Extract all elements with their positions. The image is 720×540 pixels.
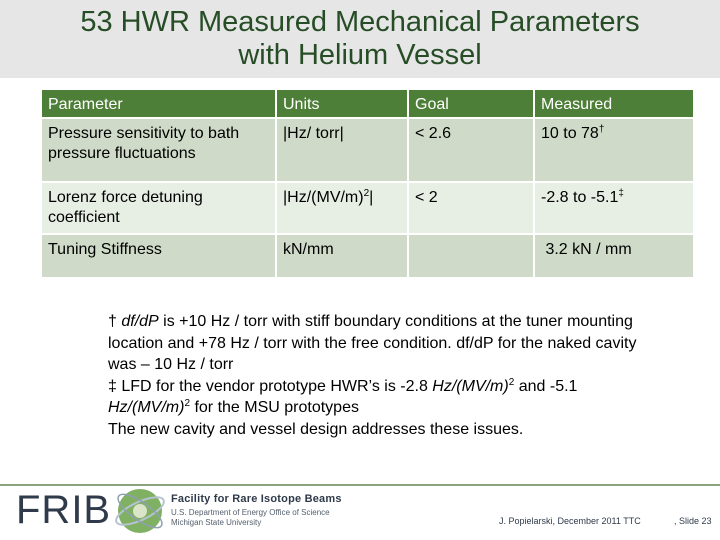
facility-name: Facility for Rare Isotope Beams [171, 493, 342, 505]
measured-value: 10 to 78 [541, 125, 599, 142]
header-goal: Goal [408, 90, 534, 118]
measured-value: -2.8 to -5.1 [541, 189, 619, 206]
footnote-text: and -5.1 [514, 377, 578, 395]
footnote-unit: Hz/(MV/m) [432, 377, 509, 395]
frib-logo: FRIB [16, 488, 112, 532]
footnote-double-dagger [108, 376, 638, 419]
cell-units: |Hz/ torr| [276, 118, 408, 182]
affiliation-msu: Michigan State University [171, 518, 262, 527]
cell-units [276, 182, 408, 234]
units-prefix: |Hz/(MV/m) [283, 189, 364, 206]
frib-emblem-icon [112, 486, 168, 536]
slide-title [0, 6, 720, 72]
footnote-superscript: 2 [184, 398, 190, 409]
footnote-superscript: 2 [508, 376, 515, 388]
footnotes [108, 311, 638, 440]
table-row [42, 182, 694, 234]
dagger-mark: † [598, 124, 605, 135]
table-row [42, 234, 694, 278]
cell-goal [408, 234, 534, 278]
title-line-2: with Helium Vessel [238, 39, 482, 71]
dagger-symbol: † [108, 313, 122, 330]
cell-parameter: Tuning Stiffness [42, 234, 276, 278]
slide-number: , Slide 23 [674, 516, 712, 526]
title-line-1: 53 HWR Measured Mechanical Parameters [80, 6, 640, 38]
units-superscript: 2 [363, 188, 370, 199]
footnote-dagger [108, 311, 638, 376]
parameters-table [42, 90, 695, 279]
conclusion-note: The new cavity and vessel design addresses these issues. [108, 420, 524, 438]
header-parameter: Parameter [42, 90, 276, 118]
header-units: Units [276, 90, 408, 118]
footnote-text: is +10 Hz / torr with stiff boundary conditions at the tuner mounting location and +78 Hz / torr with the free condition. df/dP for the naked cavity was – 10 Hz / torr [108, 313, 637, 373]
footnote-unit: Hz/(MV/m) [108, 399, 185, 416]
cell-measured: 3.2 kN / mm [534, 234, 694, 278]
cell-parameter: Pressure sensitivity to bath pressure fluctuations [42, 118, 276, 182]
table-row [42, 118, 694, 182]
footnote-italic-term: df/dP [121, 313, 159, 330]
cell-units: kN/mm [276, 234, 408, 278]
cell-goal: < 2.6 [408, 118, 534, 182]
cell-goal: < 2 [408, 182, 534, 234]
double-dagger-mark: ‡ [618, 188, 624, 199]
header-measured: Measured [534, 90, 694, 118]
table-header-row [42, 90, 694, 118]
units-suffix: | [369, 189, 374, 206]
cell-measured [534, 182, 694, 234]
affiliation-doe: U.S. Department of Energy Office of Science [171, 508, 330, 517]
cell-parameter: Lorenz force detuning coefficient [42, 182, 276, 234]
footnote-text: for the MSU prototypes [190, 399, 359, 416]
presenter-credit: J. Popielarski, December 2011 TTC [499, 516, 641, 526]
footnote-text: ‡ LFD for the vendor prototype HWR’s is -2.8 [108, 377, 433, 395]
affiliation [171, 508, 330, 528]
cell-measured [534, 118, 694, 182]
footer-divider [0, 484, 720, 486]
